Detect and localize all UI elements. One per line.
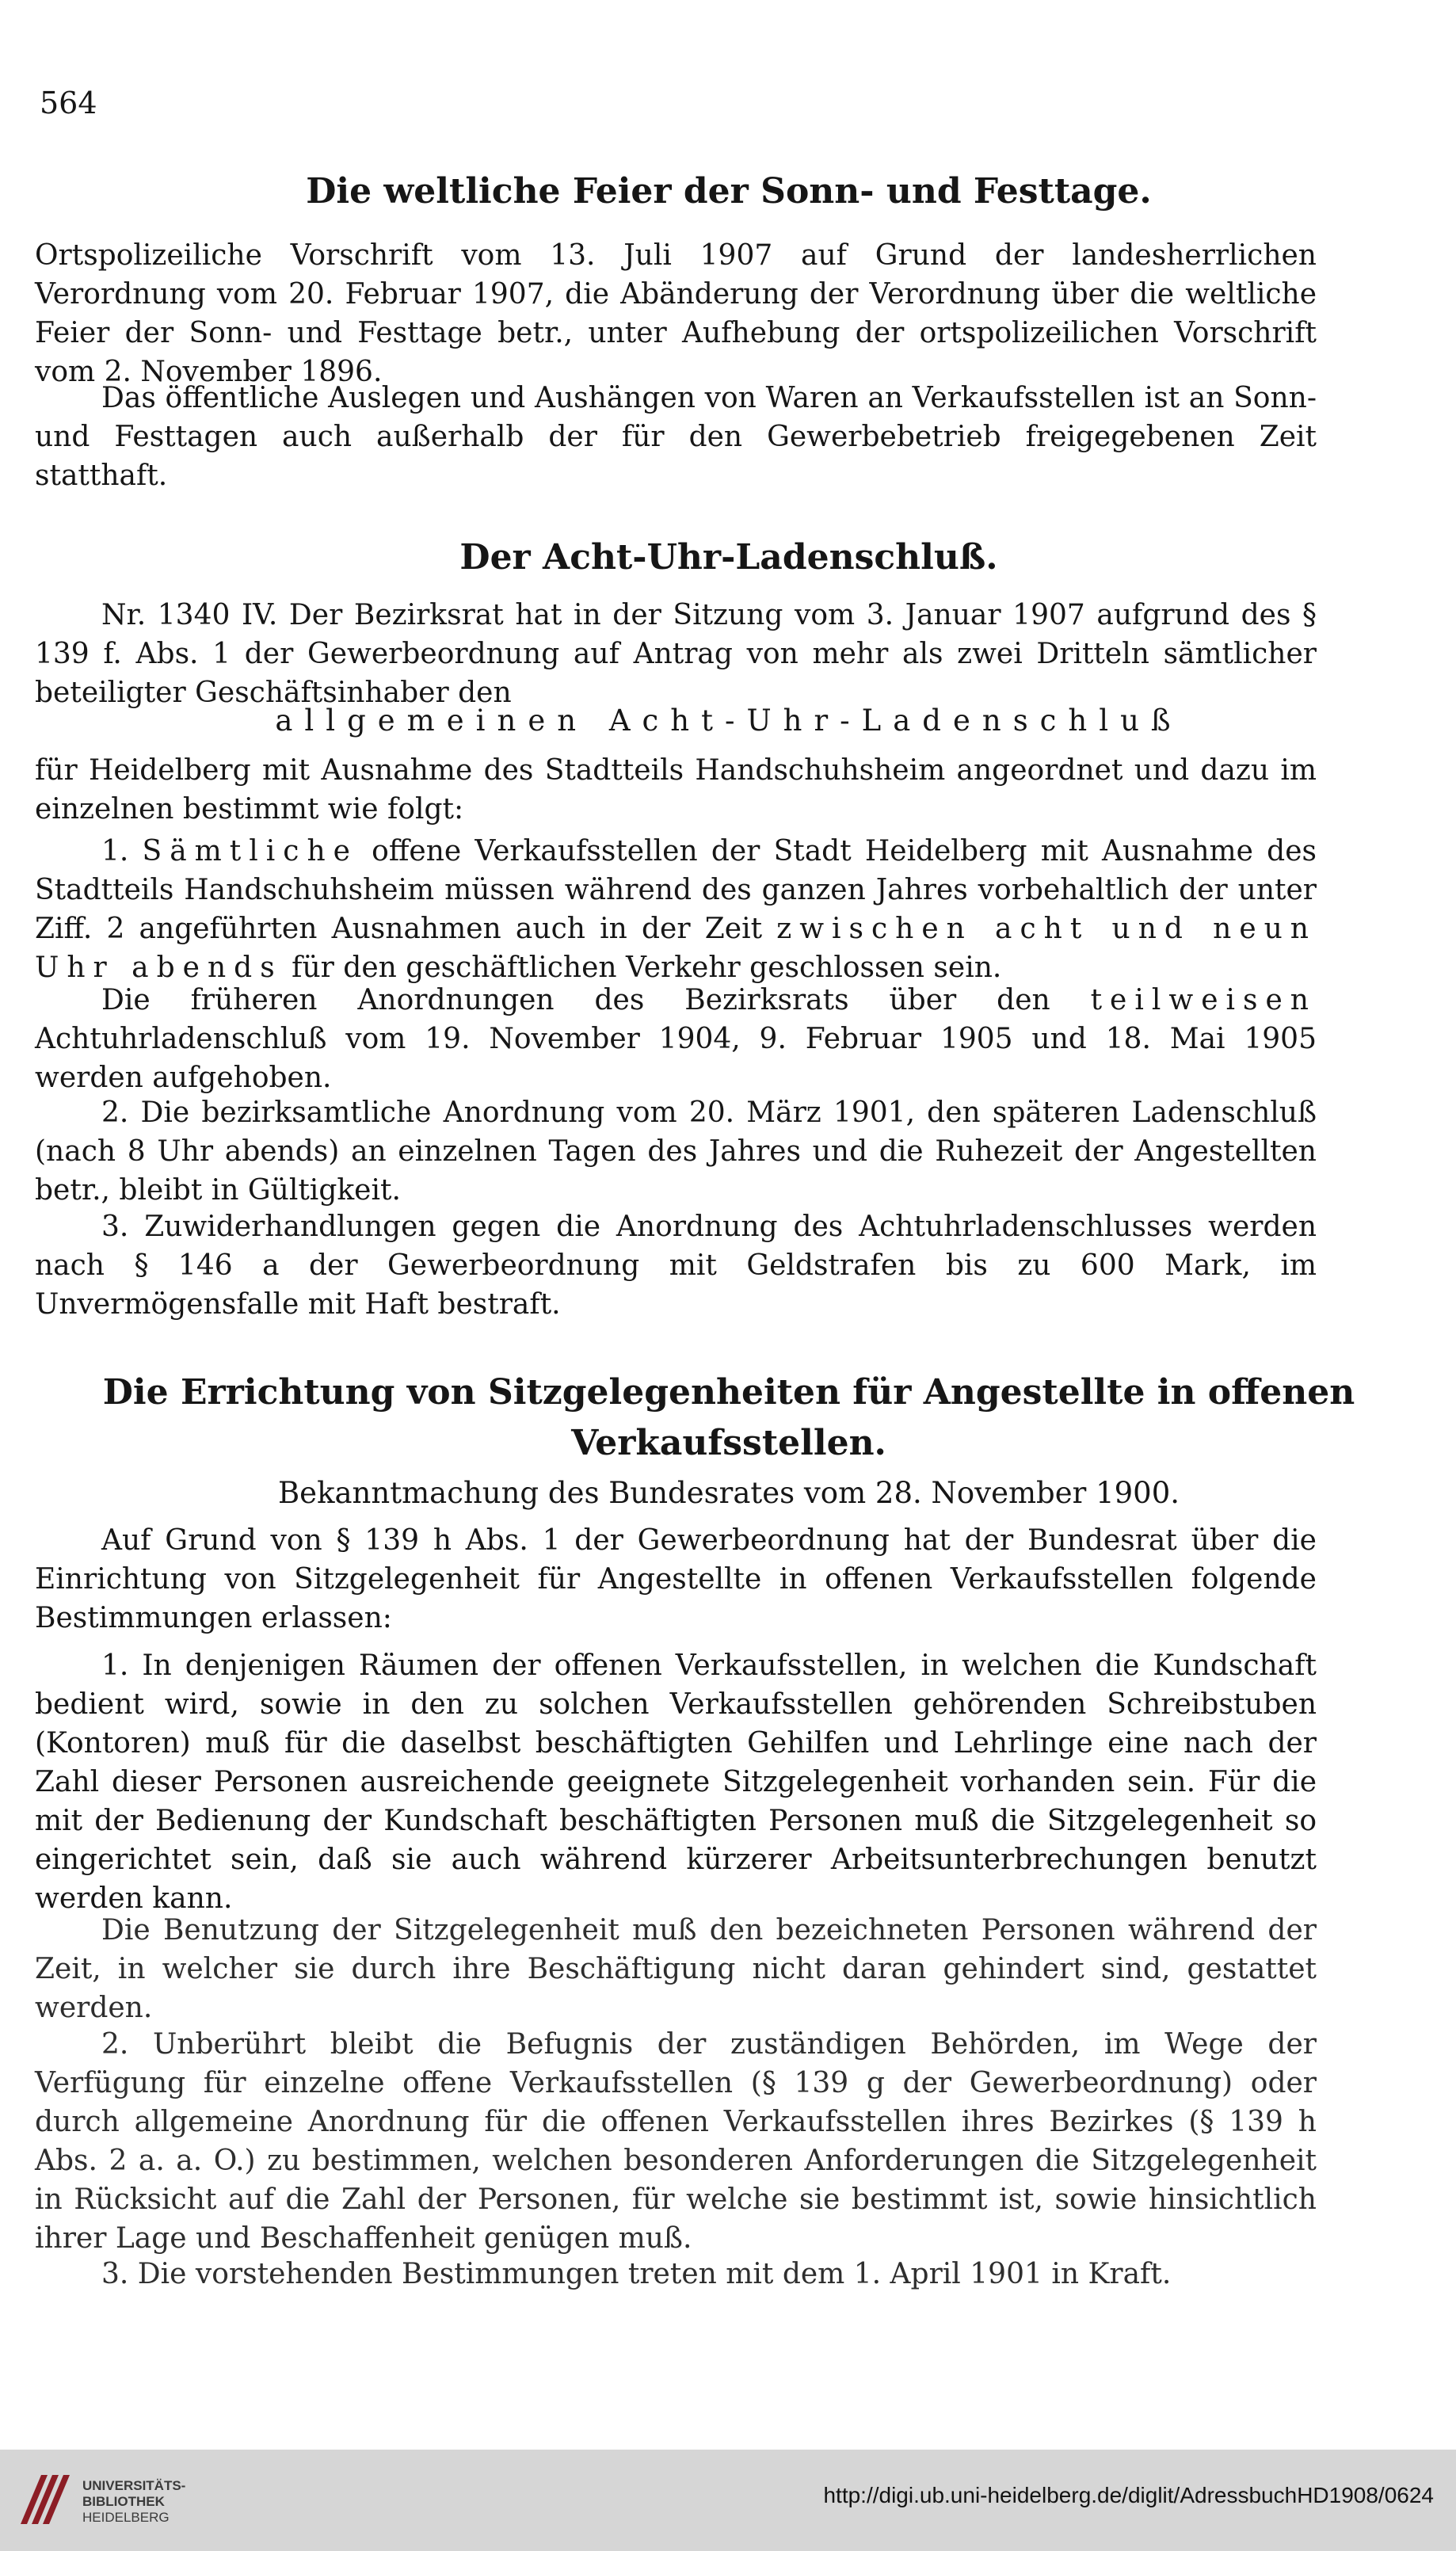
section3-intro: Auf Grund von § 139 h Abs. 1 der Gewerbeordnung hat der Bundesrat über die Einrichtung von Sitzgelegenheit für Angestellte in offenen Verkaufsstellen folgende Bestimmungen erlassen:: [35, 1524, 1317, 1634]
point1-body: offene Verkaufsstellen der Stadt Heidelberg mit Ausnahme des Stadtteils Handschuhsheim müssen während des ganzen Jahres vorbehaltlich der unter Ziff. 2 angeführten Ausnahmen auch in der Zeit: [35, 835, 1317, 945]
cont-b: Achtuhrladenschluß vom 19. November 1904, 9. Februar 1905 und 18. Mai 1905 werden aufgehoben.: [35, 1023, 1317, 1094]
section2-centered-heading: allgemeinen Acht-Uhr-Ladenschluß: [275, 704, 1183, 738]
source-url-link[interactable]: http://digi.ub.uni-heidelberg.de/diglit/AdressbuchHD1908/0624: [823, 2483, 1434, 2507]
section1-subtitle: [35, 236, 1317, 391]
section2-title: Der Acht-Uhr-Ladenschluß.: [459, 537, 998, 578]
section1-subtitle-text: Ortspolizeiliche Vorschrift vom 13. Juli 1907 auf Grund der landesherrlichen Verordnung vom 20. Februar 1907, die Abänderung der Verordnung über die weltliche Feier der Sonn- und Festtage betr., unter Aufhebung der ortspolizeilichen Vorschrift vom 2. November 1896.: [35, 239, 1317, 388]
section2-intro: Nr. 1340 IV. Der Bezirksrat hat in der Sitzung vom 3. Januar 1907 aufgrund des § 139 f. Abs. 1 der Gewerbeordnung auf Antrag von mehr als zwei Dritteln sämtlicher beteiligter Geschäftsinhaber den: [35, 599, 1317, 709]
section2-point1-continuation: [35, 981, 1317, 1097]
section1-paragraph: Das öffentliche Auslegen und Aushängen von Waren an Verkaufsstellen ist an Sonn- und Festtagen auch außerhalb der für den Gewerbebetrieb freigegebenen Zeit statthaft.: [35, 382, 1317, 492]
library-line1: UNIVERSITÄTS-: [82, 2478, 186, 2493]
point1-spaced-time: zwischen acht und neun Uhr abends: [35, 913, 1317, 984]
section2-after: für Heidelberg mit Ausnahme des Stadtteils Handschuhsheim angeordnet und dazu im einzelnen bestimmt wie folgt:: [35, 754, 1317, 826]
section3-title-line2: Verkaufsstellen.: [571, 1423, 886, 1463]
point1-prefix: 1.: [101, 835, 143, 867]
section2-point1: [35, 832, 1317, 987]
library-name: [82, 2478, 185, 2526]
section1-title: Die weltliche Feier der Sonn- und Festtage.: [306, 171, 1152, 212]
viewer-footer: [0, 2450, 1456, 2551]
page-number: 564: [40, 86, 97, 120]
section3-point3: 3. Die vorstehenden Bestimmungen treten mit dem 1. April 1901 in Kraft.: [101, 2258, 1172, 2290]
library-logo-icon: [14, 2469, 78, 2532]
cont-a: Die früheren Anordnungen des Bezirksrats über den: [101, 984, 1091, 1016]
section3-point1-continuation: Die Benutzung der Sitzgelegenheit muß den bezeichneten Personen während der Zeit, in welcher sie durch ihre Beschäftigung nicht daran gehindert sind, gestattet werden.: [35, 1914, 1317, 2024]
point1-spaced: Sämtliche: [142, 835, 358, 867]
library-line3: HEIDELBERG: [82, 2510, 170, 2525]
library-line2: BIBLIOTHEK: [82, 2494, 165, 2509]
point1-end: für den geschäftlichen Verkehr geschlossen sein.: [282, 951, 1002, 984]
section3-title-line1: Die Errichtung von Sitzgelegenheiten für Angestellte in offenen: [102, 1372, 1355, 1413]
section2-point3: 3. Zuwiderhandlungen gegen die Anordnung des Achtuhrladenschlusses werden nach § 146 a der Gewerbeordnung mit Geldstrafen bis zu 600 Mark, im Unvermögensfalle mit Haft bestraft.: [35, 1211, 1317, 1321]
section3-point1: 1. In denjenigen Räumen der offenen Verkaufsstellen, in welchen die Kundschaft bedient wird, sowie in den zu solchen Verkaufsstellen gehörenden Schreibstuben (Kontoren) muß für die daselbst beschäftigten Gehilfen und Lehrlinge eine nach der Zahl dieser Personen ausreichende geeignete Sitzgelegenheit vorhanden sein. Für die mit der Bedienung der Kundschaft beschäftigten Personen muß die Sitzgelegenheit so eingerichtet sein, daß sie auch während kürzerer Arbeitsunterbrechungen benutzt werden kann.: [35, 1649, 1317, 1915]
cont-spaced: teilweisen: [1090, 984, 1317, 1016]
section3-point2: 2. Unberührt bleibt die Befugnis der zuständigen Behörden, im Wege der Verfügung für einzelne offene Verkaufsstellen (§ 139 g der Gewerbeordnung) oder durch allgemeine Anordnung für die offenen Verkaufsstellen ihres Bezirkes (§ 139 h Abs. 2 a. a. O.) zu bestimmen, welchen besonderen Anforderungen die Sitzgelegenheit in Rücksicht auf die Zahl der Personen, für welche sie bestimmt ist, sowie hinsichtlich ihrer Lage und Beschaffenheit genügen muß.: [35, 2028, 1317, 2255]
section3-subtitle: Bekanntmachung des Bundesrates vom 28. November 1900.: [277, 1476, 1180, 1510]
section2-point2: 2. Die bezirksamtliche Anordnung vom 20. März 1901, den späteren Ladenschluß (nach 8 Uhr abends) an einzelnen Tagen des Jahres und die Ruhezeit der Angestellten betr., bleibt in Gültigkeit.: [35, 1096, 1317, 1207]
